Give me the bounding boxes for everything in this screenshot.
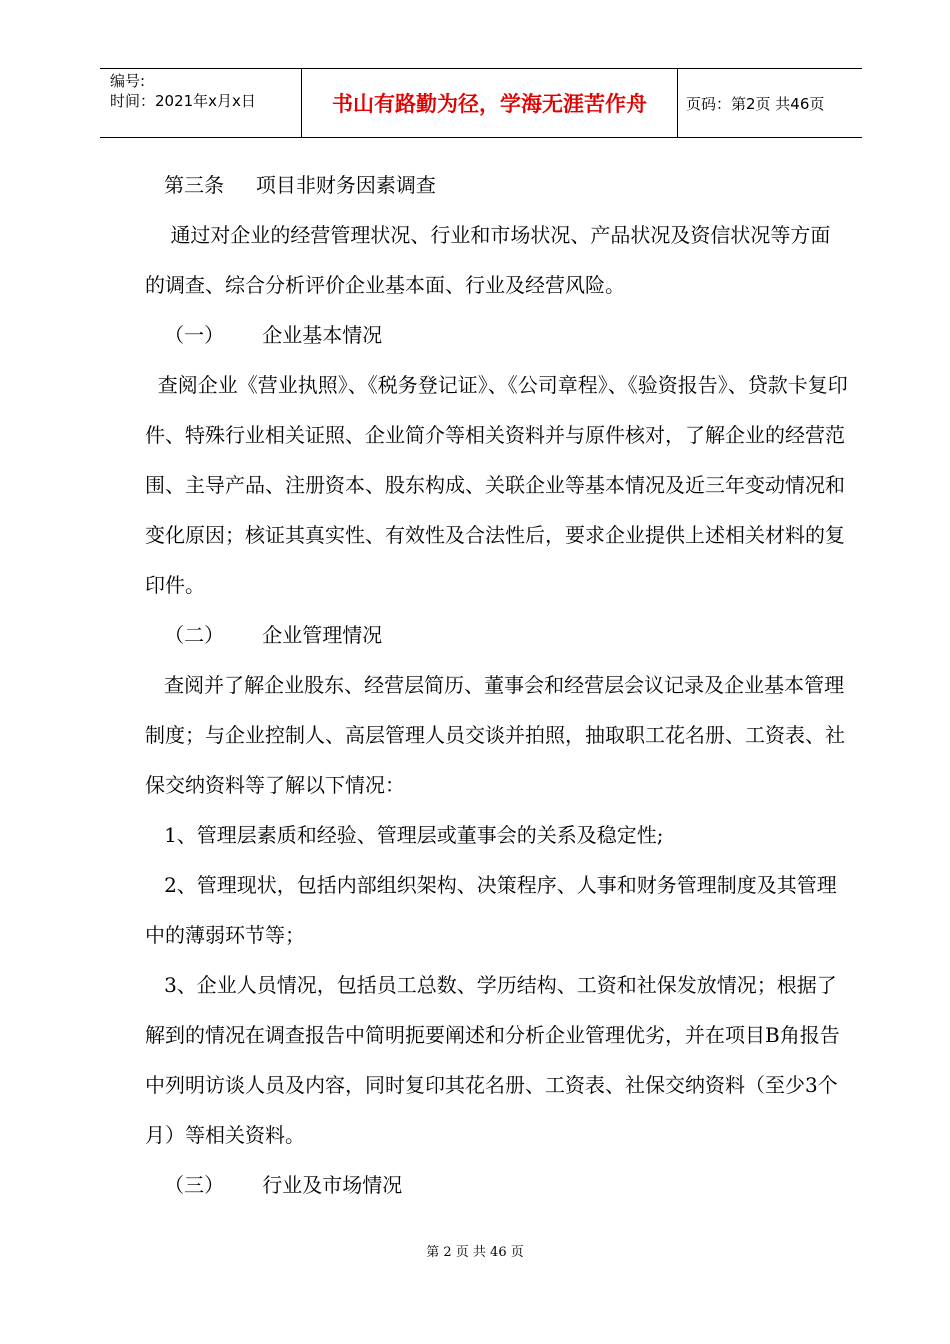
header-meta (100, 69, 302, 137)
section-heading-3: （三） 行业及市场情况 (145, 1173, 403, 1197)
list-item-1: 1、管理层素质和经验、管理层或董事会的关系及稳定性; (145, 823, 664, 847)
section-heading-1: （一） 企业基本情况 (145, 323, 383, 347)
list-item-2: 2、管理现状，包括内部组织架构、决策程序、人事和财务管理制度及其管理中的薄弱环节等； (145, 873, 837, 947)
header-motto: 书山有路勤为径，学海无涯苦作舟 (302, 69, 678, 137)
document-body (145, 160, 850, 1210)
section-2-paragraph: 查阅并了解企业股东、经营层简历、董事会和经营层会议记录及企业基本管理制度；与企业控制人、高层管理人员交谈并拍照，抽取职工花名册、工资表、社保交纳资料等了解以下情况： (145, 673, 845, 797)
document-header (100, 68, 862, 138)
article-heading: 第三条 项目非财务因素调查 (145, 173, 436, 197)
list-item-3: 3、企业人员情况，包括员工总数、学历结构、工资和社保发放情况；根据了解到的情况在调查报告中简明扼要阐述和分析企业管理优劣，并在项目B角报告中列明访谈人员及内容，同时复印其花名册、工资表、社保交纳资料（至少3个月）等相关资料。 (145, 973, 840, 1147)
time-label: 时间：2021年x月x日 (110, 92, 256, 110)
page-footer: 第 2 页 共 46 页 (426, 1245, 524, 1260)
section-1-paragraph: 查阅企业《营业执照》、《税务登记证》、《公司章程》、《验资报告》、贷款卡复印件、特殊行业相关证照、企业简介等相关资料并与原件核对，了解企业的经营范围、主导产品、注册资本、股东构成、关联企业等基本情况及近三年变动情况和变化原因；核证其真实性、有效性及合法性后，要求企业提供上述相关材料的复印件。 (145, 373, 848, 597)
header-page-info: 页码：第2页 共46页 (686, 94, 825, 113)
number-label: 编号: (110, 72, 146, 90)
intro-paragraph: 通过对企业的经营管理状况、行业和市场状况、产品状况及资信状况等方面的调查、综合分析评价企业基本面、行业及经营风险。 (145, 223, 831, 297)
section-heading-2: （二） 企业管理情况 (145, 623, 383, 647)
